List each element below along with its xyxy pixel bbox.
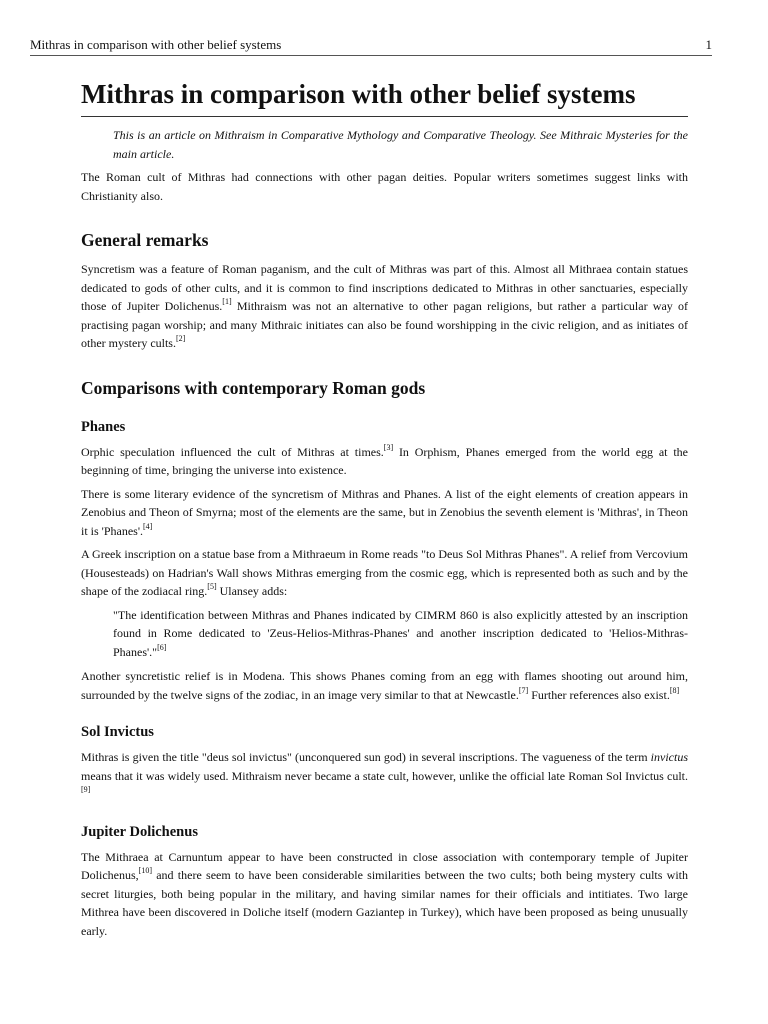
reference-link[interactable]: [1]	[222, 297, 232, 306]
phanes-paragraph-1	[81, 443, 688, 480]
subsection-heading-jupiter-dolichenus: Jupiter Dolichenus	[81, 823, 198, 840]
reference-link[interactable]: [5]	[207, 582, 217, 591]
jupiter-dolichenus-paragraph	[81, 848, 688, 941]
paragraph-text: In Orphism, Phanes emerged from the world egg at the beginning of time, bringing the universe into existence.	[81, 444, 688, 477]
sol-invictus-paragraph	[81, 748, 688, 804]
reference-link[interactable]: [4]	[143, 521, 153, 531]
reference-link[interactable]: [10]	[138, 866, 152, 875]
paragraph-text: Orphic speculation influenced the cult of Mithras at times.	[81, 444, 384, 459]
reference-link[interactable]: [8]	[669, 685, 680, 695]
general-remarks-paragraph	[81, 260, 688, 353]
paragraph-text: Syncretism was a feature of Roman paganism, and the cult of Mithras was part of this. Almost all Mithraea contain statues dedicated to gods of other cults, and it is common to find inscriptions dedicated to Mithras in other sanctuaries, especially those of Jupiter Dolichenus.	[81, 262, 688, 313]
reference-link[interactable]: [3]	[383, 442, 394, 452]
ulansey-quote	[113, 606, 688, 662]
running-header-title: Mithras in comparison with other belief systems	[30, 37, 282, 52]
paragraph-text: and there seem to have been considerable similarities between the two cults; both being mystery cults with secret liturgies, both being popular in the military, and having similar names for their officials and intitiates. Two large Mithrea have been discovered in Doliche itself (modern Gaziantep in Turkey), which have been proposed as being unusually early.	[81, 868, 688, 938]
subsection-heading-sol-invictus: Sol Invictus	[81, 724, 154, 740]
hatnote: This is an article on Mithraism in Comparative Mythology and Comparative Theology. See Mithraic Mysteries for the main article.	[113, 128, 688, 161]
paragraph-text: There is some literary evidence of the syncretism of Mithras and Phanes. A list of the eight elements of creation appears in Zenobius and Theon of Smyrna; most of the elements are the same, but in Zenobius the seventh element is 'Mithras', in Theon it is 'Phanes'.	[81, 486, 688, 538]
paragraph-text: Another syncretistic relief is in Modena. This shows Phanes coming from an egg with flames shooting out around him, surrounded by the twelve signs of the zodiac, in an image very similar to that at Newcastle.	[81, 669, 688, 702]
reference-link[interactable]: [9]	[81, 785, 91, 794]
paragraph-text: Ulansey adds:	[216, 584, 288, 598]
reference-link[interactable]: [6]	[157, 642, 167, 652]
section-heading-general-remarks: General remarks	[81, 230, 209, 250]
phanes-paragraph-3	[81, 545, 688, 601]
article-body	[81, 76, 688, 945]
subsection-heading-phanes: Phanes	[81, 418, 126, 435]
quote-text: "The identification between Mithras and Phanes indicated by CIMRM 860 is also explicitly attested by an inscription found in Rome dedicated to 'Zeus-Helios-Mithras-Phanes' and another inscription dedicated to 'Helios-Mithras-Phanes'."	[113, 607, 688, 659]
phanes-paragraph-2	[81, 485, 688, 541]
section-heading-comparisons: Comparisons with contemporary Roman gods	[81, 377, 426, 398]
paragraph-text: A Greek inscription on a statue base from a Mithraeum in Rome reads "to Deus Sol Mithras Phanes". A relief from Vercovium (Housesteads) on Hadrian's Wall shows Mithras emerging from the cosmic egg, which is represented both as such and by the shape of the zodiacal ring.	[81, 547, 688, 598]
reference-link[interactable]: [7]	[518, 685, 529, 695]
paragraph-text: Mithraism was not an alternative to other pagan religions, but rather a particular way of practising pagan worship; and many Mithraic initiates can also be found worshipping in the civic religion, and as initiates of other mystery cults.	[81, 299, 688, 350]
article-title: Mithras in comparison with other belief systems	[81, 76, 688, 117]
intro-paragraph: The Roman cult of Mithras had connections with other pagan deities. Popular writers sometimes suggest links with Christianity also.	[81, 170, 688, 203]
page-number: 1	[705, 37, 712, 52]
reference-link[interactable]: [2]	[175, 334, 186, 343]
emphasis-text: invictus	[650, 750, 688, 764]
running-header	[30, 37, 712, 56]
paragraph-text: Mithras is given the title "deus sol invictus" (unconquered sun god) in several inscriptions. The vagueness of the term	[81, 750, 651, 764]
paragraph-text: Further references also exist.	[528, 687, 670, 702]
paragraph-text: means that it was widely used. Mithraism never became a state cult, however, unlike the official late Roman Sol Invictus cult.	[81, 768, 688, 783]
paragraph-text: The Mithraea at Carnuntum appear to have been constructed in close association with contemporary temple of Jupiter Dolichenus,	[81, 849, 688, 882]
phanes-paragraph-4	[81, 667, 688, 704]
